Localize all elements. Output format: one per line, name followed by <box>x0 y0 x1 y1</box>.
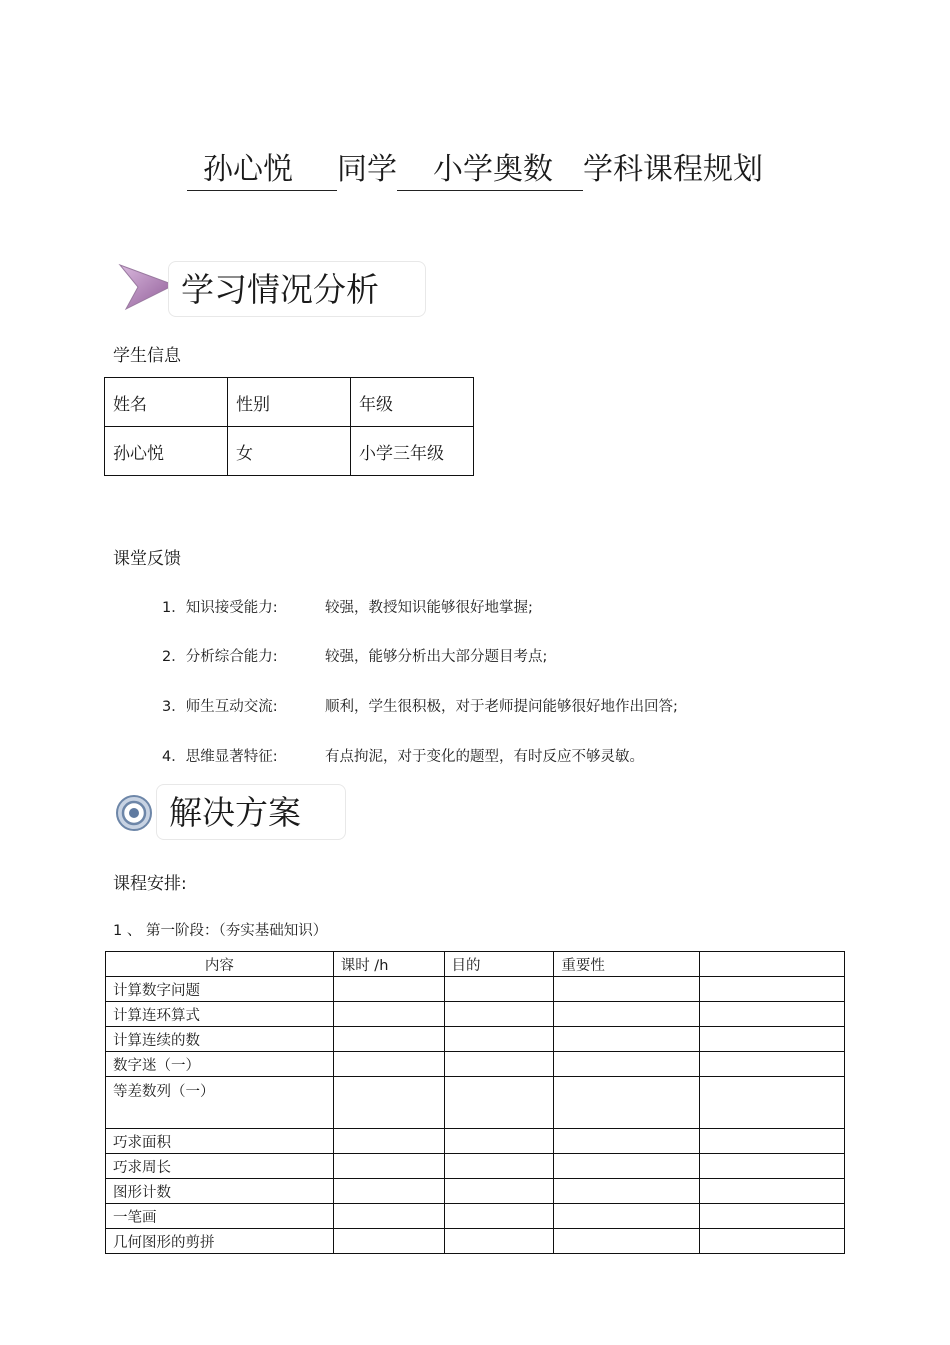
table-cell <box>444 1077 554 1129</box>
table-cell <box>333 977 444 1002</box>
table-cell <box>700 1129 845 1154</box>
table-cell <box>700 1002 845 1027</box>
feedback-value: 较强，教授知识能够很好地掌握; <box>325 600 533 616</box>
table-row <box>105 378 474 427</box>
table-cell <box>333 1154 444 1179</box>
target-icon <box>112 784 156 840</box>
table-header-cell: 年级 <box>351 378 474 427</box>
table-row <box>106 977 845 1002</box>
table-cell <box>554 1129 700 1154</box>
table-cell <box>700 1204 845 1229</box>
title-middle: 同学 <box>337 152 397 187</box>
table-cell: 计算连续的数 <box>106 1027 334 1052</box>
table-cell <box>333 1229 444 1254</box>
table-cell <box>444 1002 554 1027</box>
table-cell <box>333 1027 444 1052</box>
table-row <box>106 1129 845 1154</box>
feedback-item <box>162 645 547 666</box>
table-cell <box>700 1027 845 1052</box>
feedback-label: 课堂反馈 <box>113 549 181 569</box>
table-row <box>105 427 474 476</box>
feedback-value: 较强，能够分析出大部分题目考点; <box>325 649 548 665</box>
table-cell <box>700 1077 845 1129</box>
table-row <box>106 1077 845 1129</box>
student-info-table <box>104 377 474 476</box>
table-cell <box>554 1154 700 1179</box>
table-cell: 图形计数 <box>106 1179 334 1204</box>
table-cell <box>333 1002 444 1027</box>
table-row <box>106 1002 845 1027</box>
feedback-key: 4．思维显著特征: <box>162 749 278 765</box>
table-cell <box>554 1204 700 1229</box>
table-cell: 巧求面积 <box>106 1129 334 1154</box>
table-cell <box>700 977 845 1002</box>
feedback-item <box>162 695 678 716</box>
title-suffix: 学科课程规划 <box>583 152 763 187</box>
table-cell: 几何图形的剪拼 <box>106 1229 334 1254</box>
table-cell: 小学三年级 <box>351 427 474 476</box>
table-cell <box>444 1154 554 1179</box>
table-cell <box>333 1052 444 1077</box>
table-cell <box>700 1229 845 1254</box>
table-cell <box>444 1052 554 1077</box>
student-name-field: 孙心悦 <box>187 150 337 191</box>
table-cell: 巧求周长 <box>106 1154 334 1179</box>
table-cell: 计算数字问题 <box>106 977 334 1002</box>
purple-arrow-icon <box>116 261 176 317</box>
feedback-value: 顺利，学生很积极，对于老师提问能够很好地作出回答; <box>325 699 678 715</box>
table-header-cell: 姓名 <box>105 378 228 427</box>
table-row <box>106 952 845 977</box>
table-header-cell <box>700 952 845 977</box>
feedback-key: 3．师生互动交流: <box>162 699 278 715</box>
table-cell <box>444 1027 554 1052</box>
table-cell <box>554 1052 700 1077</box>
table-header-cell: 重要性 <box>554 952 700 977</box>
table-cell <box>554 1179 700 1204</box>
section-heading: 学习情况分析 <box>168 261 426 317</box>
table-cell <box>444 1179 554 1204</box>
feedback-item <box>162 596 533 617</box>
table-row <box>106 1229 845 1254</box>
table-row <box>106 1154 845 1179</box>
table-cell: 孙心悦 <box>105 427 228 476</box>
table-cell <box>444 977 554 1002</box>
table-header-cell: 内容 <box>106 952 334 977</box>
table-cell <box>444 1204 554 1229</box>
table-cell <box>554 977 700 1002</box>
table-cell <box>333 1077 444 1129</box>
table-cell <box>700 1052 845 1077</box>
table-cell: 一笔画 <box>106 1204 334 1229</box>
table-cell <box>554 1077 700 1129</box>
table-cell <box>333 1179 444 1204</box>
table-cell <box>333 1204 444 1229</box>
course-table <box>105 951 845 1254</box>
table-header-cell: 目的 <box>444 952 554 977</box>
student-info-label: 学生信息 <box>113 346 181 366</box>
table-row <box>106 1027 845 1052</box>
stage-label: 1 、 第一阶段：（夯实基础知识） <box>113 923 328 939</box>
table-cell <box>700 1154 845 1179</box>
feedback-value: 有点拘泥，对于变化的题型，有时反应不够灵敏。 <box>325 749 644 765</box>
table-cell <box>554 1229 700 1254</box>
table-cell: 数字迷（一） <box>106 1052 334 1077</box>
page-title <box>0 150 950 191</box>
feedback-key: 1．知识接受能力: <box>162 600 278 616</box>
table-row <box>106 1204 845 1229</box>
table-cell <box>333 1129 444 1154</box>
section-heading: 解决方案 <box>156 784 346 840</box>
table-row <box>106 1179 845 1204</box>
table-cell <box>554 1002 700 1027</box>
table-cell: 等差数列（一） <box>106 1077 334 1129</box>
table-cell: 女 <box>228 427 351 476</box>
subject-field: 小学奥数 <box>397 150 583 191</box>
schedule-label: 课程安排: <box>113 874 187 894</box>
table-cell: 计算连环算式 <box>106 1002 334 1027</box>
table-cell <box>554 1027 700 1052</box>
feedback-item <box>162 745 644 766</box>
feedback-key: 2．分析综合能力: <box>162 649 278 665</box>
table-header-cell: 性别 <box>228 378 351 427</box>
table-header-cell: 课时 /h <box>333 952 444 977</box>
table-cell <box>444 1129 554 1154</box>
table-cell <box>444 1229 554 1254</box>
table-row <box>106 1052 845 1077</box>
section-solution-banner <box>112 784 352 842</box>
section-analysis-banner <box>116 261 436 319</box>
table-cell <box>700 1179 845 1204</box>
